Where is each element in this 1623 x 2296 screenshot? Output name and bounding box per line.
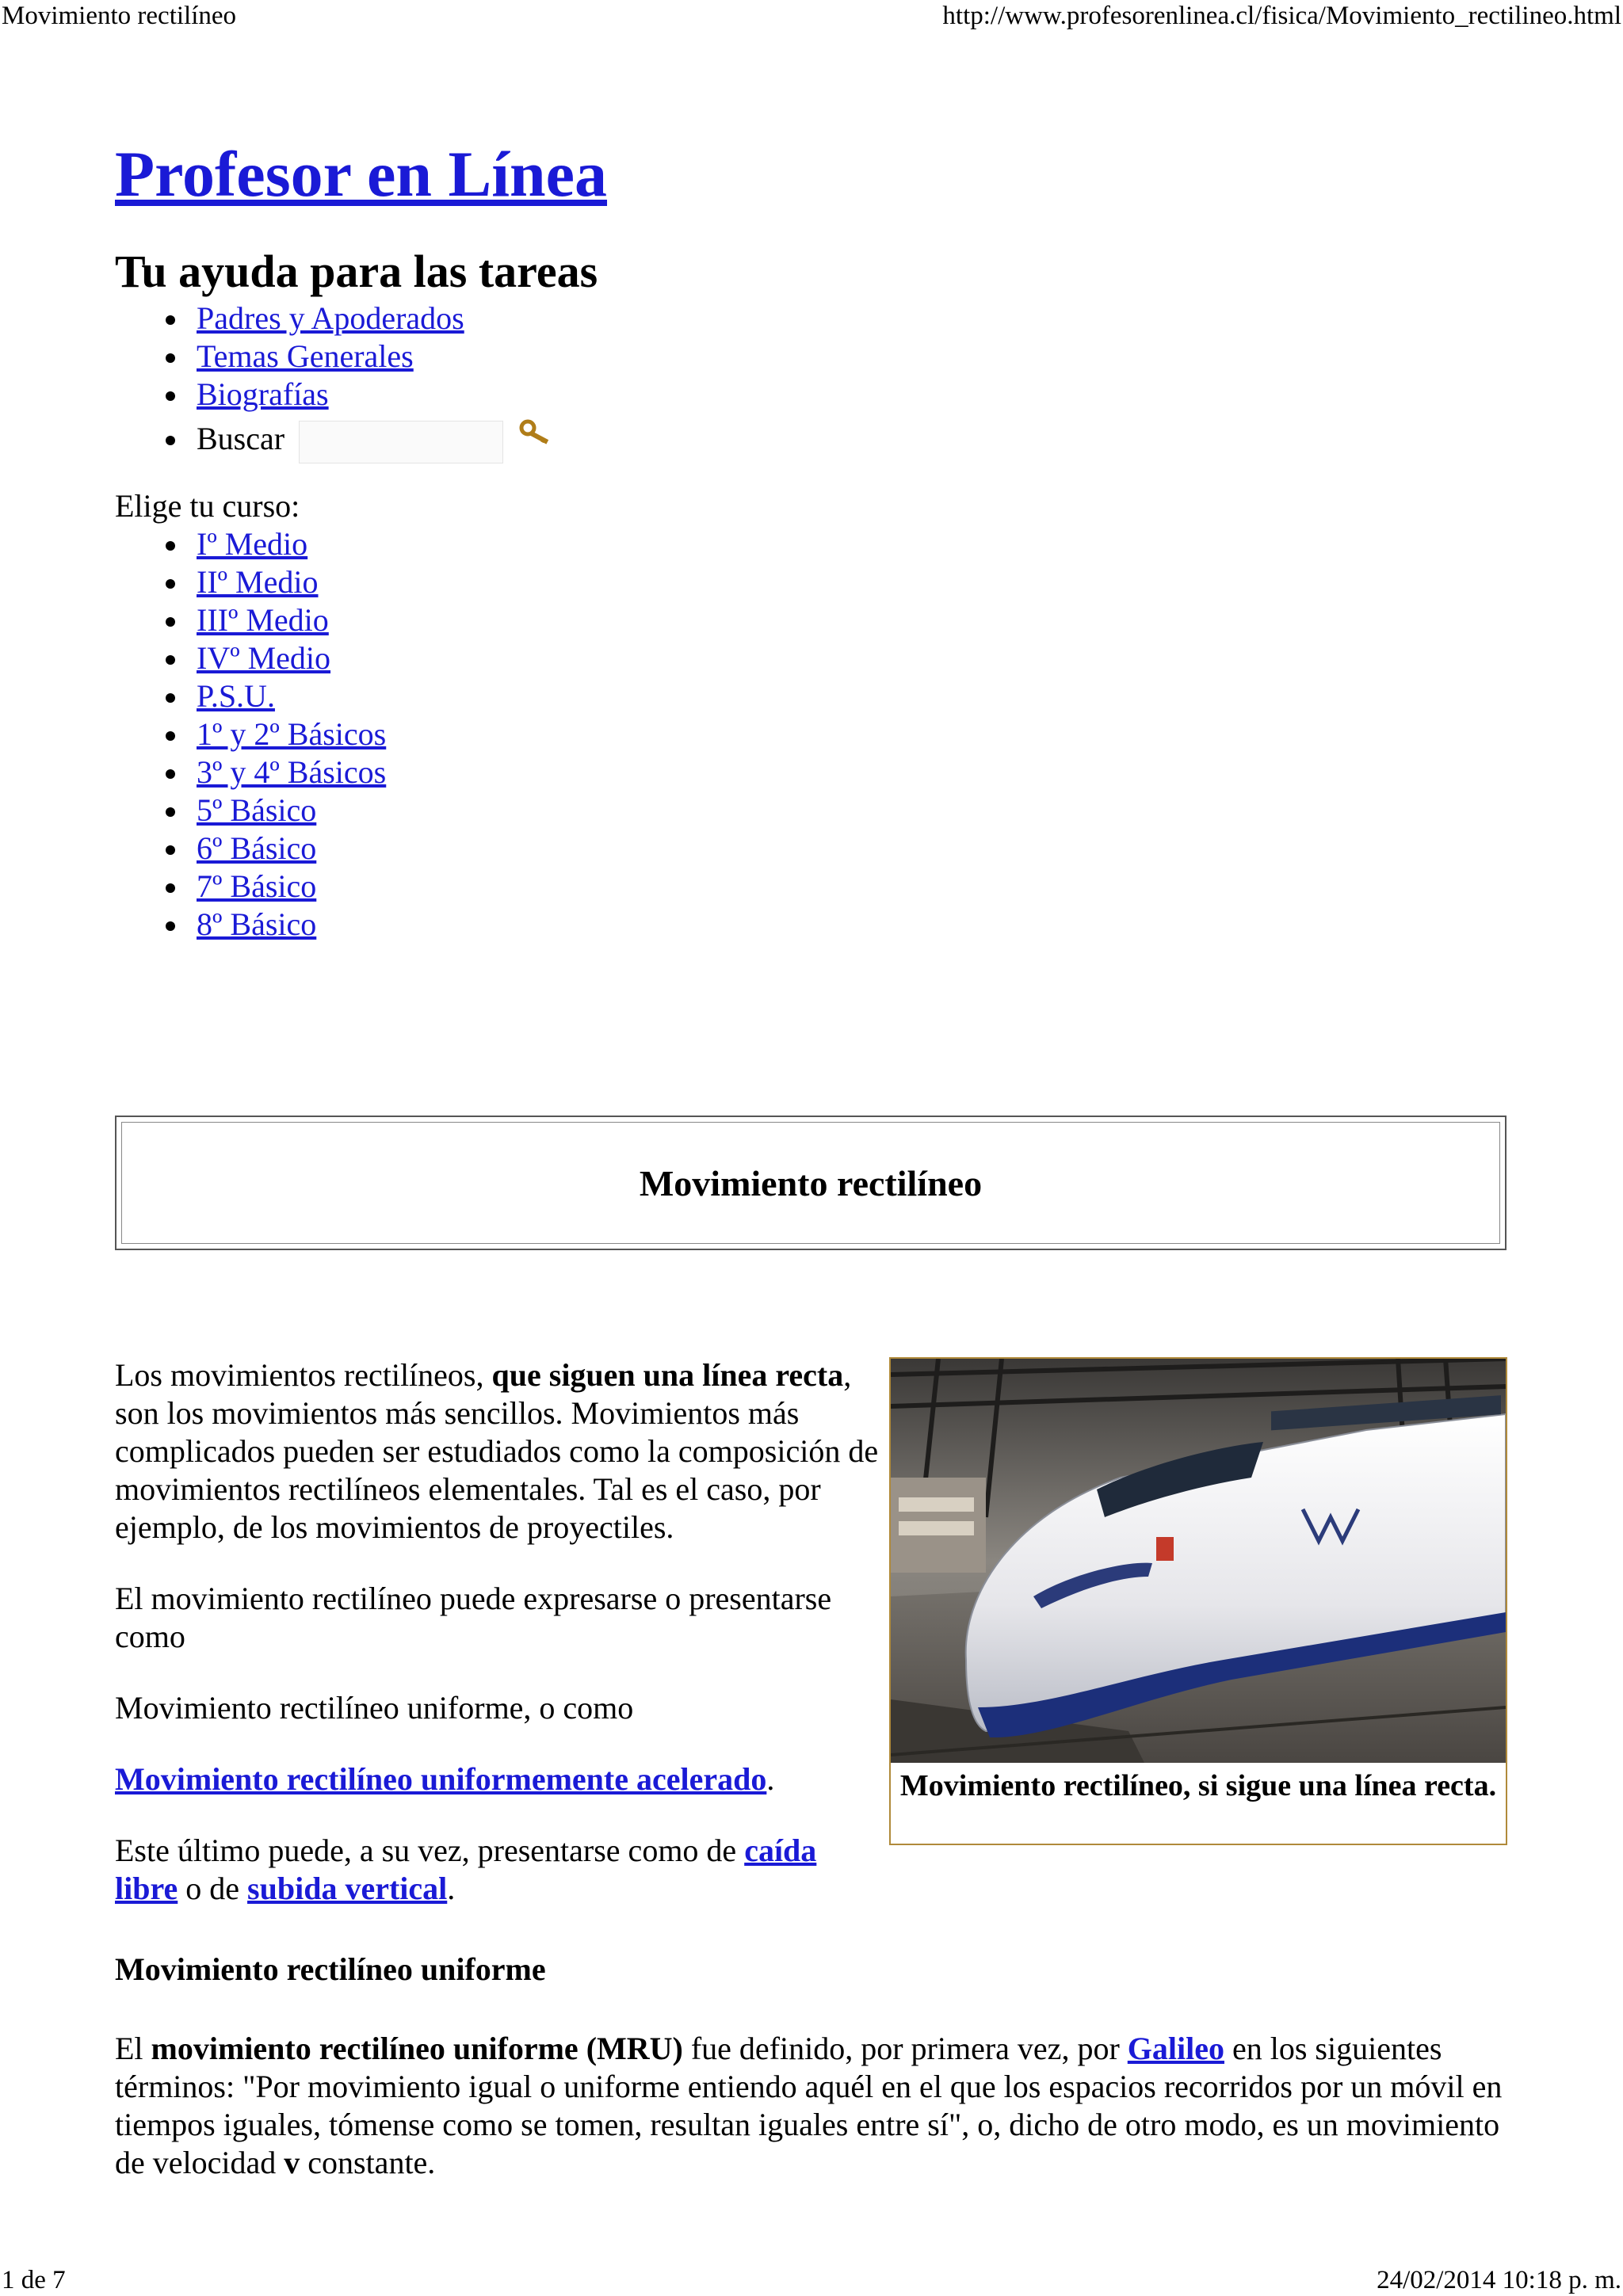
mru-text-bold: movimiento rectilíneo uniforme (MRU) [151,2031,683,2066]
intro-text-a: Los movimientos rectilíneos, [115,1357,492,1393]
course-link-psu[interactable]: P.S.U. [197,677,275,714]
mru-text-a: El [115,2031,151,2066]
article-heading-box [115,1116,1507,1250]
course-item [115,791,1510,830]
course-item [115,830,1510,868]
course-link-5-basico[interactable]: 5º Básico [197,791,317,828]
caida-text-a: Este último puede, a su vez, presentarse como de [115,1833,745,1868]
article-heading: Movimiento rectilíneo [121,1122,1500,1244]
caida-text-c: . [447,1871,456,1906]
course-item [115,868,1510,906]
mrua-period: . [766,1761,775,1797]
course-link-6-basico[interactable]: 6º Básico [197,830,317,866]
print-footer [0,2264,1623,2296]
train-figure [889,1357,1507,1845]
menu-link-padres[interactable]: Padres y Apoderados [197,300,464,336]
link-mrua[interactable]: Movimiento rectilíneo uniformemente acelerado [115,1761,767,1797]
article-body [115,1356,884,1941]
train-photo [891,1359,1506,1763]
site-tagline: Tu ayuda para las tareas [115,246,598,297]
mru-text-c: fue definido, por primera vez, por [682,2031,1128,2066]
course-prompt: Elige tu curso: [115,487,300,524]
search-key-icon[interactable] [519,417,552,455]
course-link-7-basico[interactable]: 7º Básico [197,868,317,904]
course-menu-basicos [115,715,1510,944]
search-label: Buscar [197,421,285,456]
site-title [115,135,1510,214]
menu-item-biografias [115,376,1510,414]
course-menu-medio [115,525,1510,715]
print-header [0,0,1623,32]
course-item [115,715,1510,753]
course-item [115,906,1510,944]
intro-text-c: , son los movimientos más sencillos. Movimientos más complicados pueden ser estudiados como la composición de movimientos rectilíneos elementales. Tal es el caso, por ejemplo, de los movimientos de proyectiles. [115,1357,879,1545]
course-item [115,525,1510,563]
intro-paragraph [115,1356,884,1547]
course-item [115,677,1510,715]
course-link-iii-medio[interactable]: IIIº Medio [197,601,329,638]
print-url: http://www.profesorenlinea.cl/fisica/Movimiento_rectilineo.html [942,2,1621,30]
paragraph-caida-subida [115,1832,884,1908]
paragraph-mrua-option [115,1760,884,1798]
course-link-ii-medio[interactable]: IIº Medio [197,563,319,600]
menu-item-search [115,420,1510,463]
figure-caption: Movimiento rectilíneo, si sigue una línea recta. [899,1769,1497,1802]
menu-item-padres [115,299,1510,338]
course-link-3-4-basicos[interactable]: 3º y 4º Básicos [197,753,387,790]
section-heading-mru: Movimiento rectilíneo uniforme [115,1951,546,1987]
intro-text-bold: que siguen una línea recta [491,1357,844,1393]
mru-text-d: en los siguientes términos: "Por movimiento igual o uniforme entiendo aquél en el que los espacios recorridos por un móvil en tiempos iguales, tómense como se tomen, resultan iguales entre sí", o, dicho de otro modo, es un movimiento de velocidad [115,2031,1503,2180]
mru-velocity-symbol: v [284,2145,300,2180]
print-page-number: 1 de 7 [2,2266,66,2294]
course-item [115,639,1510,677]
course-item [115,753,1510,791]
paragraph-mru-option: Movimiento rectilíneo uniforme, o como [115,1690,634,1726]
menu-link-biografias[interactable]: Biografías [197,376,329,412]
caida-text-b: o de [178,1871,248,1906]
menu-item-temas [115,338,1510,376]
main-menu [115,299,1510,463]
search-input[interactable] [299,421,503,463]
link-caida-libre[interactable]: caída libre [115,1833,817,1906]
course-item [115,563,1510,601]
paragraph-expresarse: El movimiento rectilíneo puede expresarse o presentarse como [115,1581,832,1654]
course-link-i-medio[interactable]: Iº Medio [197,525,308,562]
mru-paragraph [115,2030,1510,2182]
mru-text-f: constante. [300,2145,436,2180]
print-datetime: 24/02/2014 10:18 p. m. [1377,2266,1621,2294]
page-content [115,135,1510,944]
course-link-iv-medio[interactable]: IVº Medio [197,639,331,676]
link-galileo[interactable]: Galileo [1127,2031,1224,2066]
print-page-title: Movimiento rectilíneo [2,2,237,30]
link-subida-vertical[interactable]: subida vertical [247,1871,448,1906]
menu-link-temas[interactable]: Temas Generales [197,338,414,374]
course-link-1-2-basicos[interactable]: 1º y 2º Básicos [197,715,387,752]
course-item [115,601,1510,639]
course-link-8-basico[interactable]: 8º Básico [197,906,317,942]
site-title-link[interactable]: Profesor en Línea [115,138,608,210]
